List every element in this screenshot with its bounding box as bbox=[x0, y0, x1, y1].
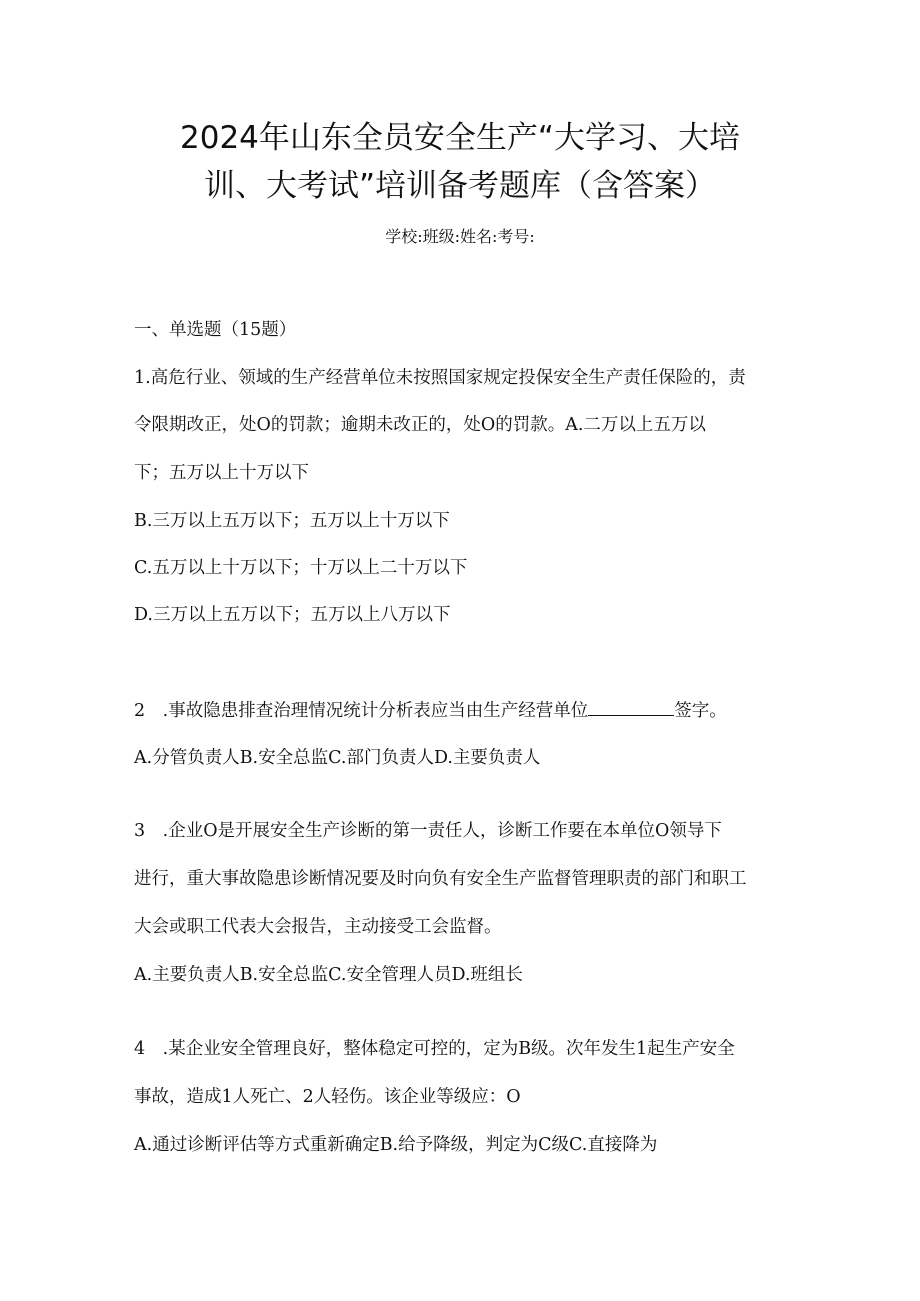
question-1-option-d: D.三万以上五万以下；五万以上八万以下 bbox=[134, 605, 451, 625]
question-3-line-1: 3 .企业O是开展安全生产诊断的第一责任人，诊断工作要在本单位O领导下 bbox=[134, 821, 722, 841]
question-1-option-b: B.三万以上五万以下；五万以上十万以下 bbox=[134, 511, 450, 531]
question-2-options: A.分管负责人B.安全总监C.部门负责人D.主要负责人 bbox=[134, 748, 541, 768]
section-heading: 一、单选题（15题） bbox=[134, 320, 297, 340]
question-4-line-1: 4 .某企业安全管理良好，整体稳定可控的，定为B级。次年发生1起生产安全 bbox=[134, 1039, 735, 1059]
question-4-line-2: 事故，造成1人死亡、2人轻伤。该企业等级应：O bbox=[134, 1087, 521, 1107]
question-3-options: A.主要负责人B.安全总监C.安全管理人员D.班组长 bbox=[134, 965, 523, 985]
question-1-line-3: 下；五万以上十万以下 bbox=[134, 463, 309, 483]
question-1-line-1: 1.高危行业、领域的生产经营单位未按照国家规定投保安全生产责任保险的，责 bbox=[134, 368, 746, 388]
question-1-option-c: C.五万以上十万以下；十万以上二十万以下 bbox=[134, 558, 468, 578]
student-info-line: 学校:班级:姓名:考号: bbox=[385, 227, 535, 246]
question-4-options: A.通过诊断评估等方式重新确定B.给予降级，判定为C级C.直接降为 bbox=[134, 1135, 658, 1155]
question-3-line-2: 进行，重大事故隐患诊断情况要及时向负有安全生产监督管理职责的部门和职工 bbox=[134, 869, 747, 889]
question-3-line-3: 大会或职工代表大会报告，主动接受工会监督。 bbox=[134, 917, 502, 937]
document-title-line-2: 训、大考试”培训备考题库（含答案） bbox=[203, 168, 717, 204]
question-1-line-2: 令限期改正，处O的罚款；逾期未改正的，处O的罚款。A.二万以上五万以 bbox=[134, 415, 706, 435]
question-2-stem-after: 签字。 bbox=[674, 701, 727, 721]
question-2-stem bbox=[134, 697, 727, 722]
document-title-line-1: 2024年山东全员安全生产“大学习、大培 bbox=[180, 120, 740, 156]
question-2-stem-before: 2 .事故隐患排查治理情况统计分析表应当由生产经营单位 bbox=[134, 701, 589, 721]
answer-blank bbox=[588, 701, 674, 716]
